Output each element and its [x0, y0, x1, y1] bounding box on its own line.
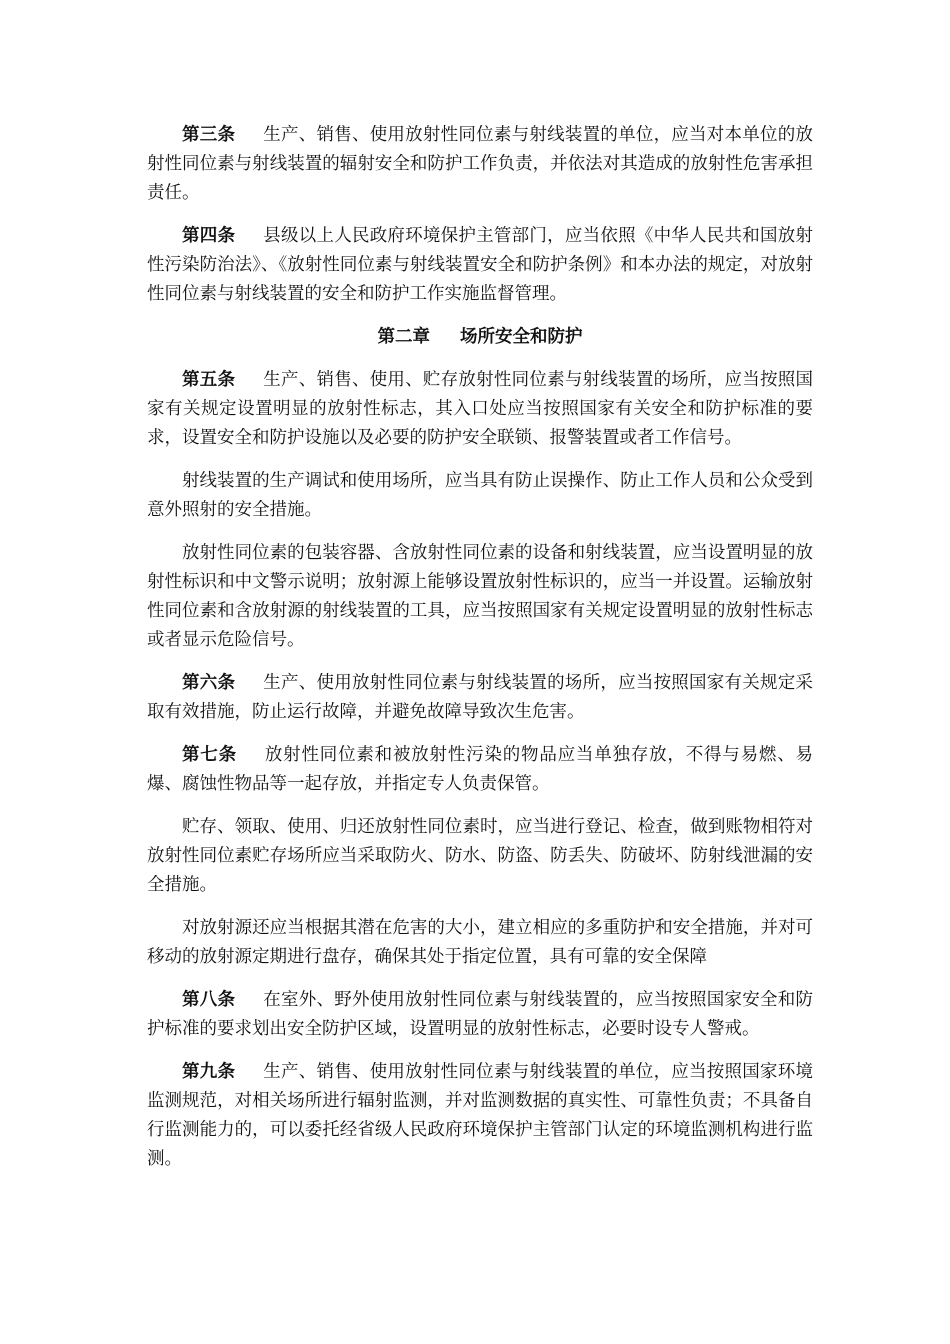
article-label: 第五条 [182, 370, 236, 390]
article-label: 第九条 [182, 1062, 236, 1082]
article-text: 生产、销售、使用放射性同位素与射线装置的单位，应当对本单位的放射性同位素与射线装置的辐射安全和防护工作负责，并依法对其造成的放射性危害承担责任。 [147, 125, 814, 203]
article-8 [147, 986, 813, 1044]
chapter-title: 场所安全和防护 [460, 327, 583, 347]
article-text: 生产、销售、使用、贮存放射性同位素与射线装置的场所，应当按照国家有关规定设置明显的放射性标志，其入口处应当按照国家有关安全和防护标准的要求，设置安全和防护设施以及必要的防护安全联锁、报警装置或者工作信号。 [147, 370, 814, 448]
article-label: 第六条 [182, 673, 236, 693]
article-4 [147, 222, 813, 309]
article-9 [147, 1058, 813, 1174]
article-label: 第三条 [182, 125, 236, 145]
article-label: 第四条 [182, 226, 236, 246]
article-text: 在室外、野外使用放射性同位素与射线装置的，应当按照国家安全和防护标准的要求划出安全防护区域，设置明显的放射性标志，必要时设专人警戒。 [147, 990, 814, 1039]
paragraph: 贮存、领取、使用、归还放射性同位素时，应当进行登记、检查，做到账物相符对放射性同位素贮存场所应当采取防火、防水、防盗、防丢失、防破坏、防射线泄漏的安全措施。 [147, 817, 813, 895]
article-3 [147, 121, 813, 208]
chapter-heading [147, 323, 813, 352]
chapter-number: 第二章 [377, 327, 430, 347]
article-text: 放射性同位素和被放射性污染的物品应当单独存放，不得与易燃、易爆、腐蚀性物品等一起存放，并指定专人负责保管。 [147, 745, 813, 794]
article-text: 生产、销售、使用放射性同位素与射线装置的单位，应当按照国家环境监测规范，对相关场所进行辐射监测，并对监测数据的真实性、可靠性负责；不具备自行监测能力的，可以委托经省级人民政府环境保护主管部门认定的环境监测机构进行监测。 [147, 1062, 814, 1169]
document-page [147, 121, 813, 1188]
article-text: 县级以上人民政府环境保护主管部门，应当依照《中华人民共和国放射性污染防治法》、《放射性同位素与射线装置安全和防护条例》和本办法的规定，对放射性同位素与射线装置的安全和防护工作实施监督管理。 [147, 226, 814, 304]
paragraph: 放射性同位素的包装容器、含放射性同位素的设备和射线装置，应当设置明显的放射性标识和中文警示说明；放射源上能够设置放射性标识的，应当一并设置。运输放射性同位素和含放射源的射线装置的工具，应当按照国家有关规定设置明显的放射性标志或者显示危险信号。 [147, 543, 813, 650]
paragraph: 对放射源还应当根据其潜在危害的大小，建立相应的多重防护和安全措施，并对可移动的放射源定期进行盘存，确保其处于指定位置，具有可靠的安全保障 [147, 918, 813, 967]
article-5 [147, 366, 813, 453]
article-label: 第七条 [182, 745, 237, 765]
article-label: 第八条 [182, 990, 236, 1010]
article-7 [147, 741, 813, 799]
article-text: 生产、使用放射性同位素与射线装置的场所，应当按照国家有关规定采取有效措施，防止运行故障，并避免故障导致次生危害。 [147, 673, 814, 722]
paragraph: 射线装置的生产调试和使用场所，应当具有防止误操作、防止工作人员和公众受到意外照射的安全措施。 [147, 471, 813, 520]
article-6 [147, 669, 813, 727]
